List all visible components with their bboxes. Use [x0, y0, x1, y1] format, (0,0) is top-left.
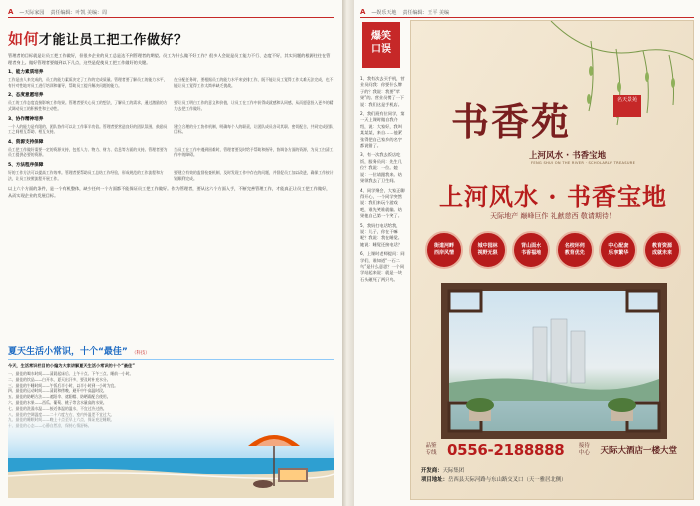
summer-title-text: 夏天生活小常识，十个“最佳” [8, 347, 128, 357]
page-header-left [8, 6, 334, 18]
joke-paragraph: 4、同学聚会，大家正聊得开心，一个同学突然说：我们来玩个游戏吧，谁先笑谁就输。结果他自己第一个笑了。 [360, 187, 405, 219]
page-number: A [360, 8, 366, 16]
section-body [8, 100, 334, 112]
page-header-right [360, 6, 694, 18]
section-paragraph: 员工把工作做好需要一定的资源支持，包括人力、物力、财力、信息等方面的支持。管理者要为员工提供必要的资源。 [8, 146, 168, 158]
seal-line1: 城中园林 [477, 243, 498, 249]
joke-paragraph: 3、有一次我去饭店吃饭，服务员问：先生几位？我说：一位。她说：一位请跟我来。结果领我去了卫生间。 [360, 152, 402, 184]
ad-seal [599, 231, 637, 269]
article-headline [8, 28, 334, 49]
real-estate-ad [410, 20, 694, 500]
section-paragraph: 建立合理的分工协作机制，明确每个人的职责，让团队成员各司其职、密切配合，共同完成团队目标。 [174, 123, 334, 135]
ad-seal [469, 231, 507, 269]
site-label-line2: 中心 [578, 450, 590, 456]
section-paragraph: 在分配任务时，要根据员工的能力水平来安排工作，既不能让员工觉得工作太难无法完成，也不能让员工觉得工作太简单缺乏挑战。 [174, 77, 334, 88]
seal-line2: 书香福地 [521, 250, 542, 256]
right-page [354, 0, 700, 506]
joke-text [360, 76, 406, 283]
ad-meta [421, 467, 567, 485]
beach-photo [8, 406, 334, 498]
joke-badge-line1: 爆笑 [371, 31, 391, 42]
contact-row [421, 441, 677, 459]
page-fold [342, 0, 354, 506]
ad-tagline: 天际地产 巅峰巨作 礼献慈西 敬请期待！ [490, 212, 616, 220]
section-body [8, 147, 334, 159]
seal-line2: 视野无限 [477, 250, 498, 256]
summer-list-item: 五、最佳的防晒方法——遮阳伞、遮阳帽、防晒霜配合使用。 [8, 394, 111, 400]
ad-main-slogan: 上河风水 · 书香宝地 [438, 182, 668, 211]
summer-intro: 今天，生活常识栏目的小编为大家讲解夏天生活小常识的十个“最佳” [8, 363, 135, 368]
section-title: 5、方法程序保障 [8, 162, 44, 168]
seal-line1: 名校环伺 [564, 243, 585, 249]
joke-paragraph: 1、我有次去买手机，营业员问我：你要什么牌子的？我说：我要“苹果”的。营业员愣了一下说：我们这是手机店。 [360, 76, 405, 107]
joke-badge [362, 22, 400, 68]
section-title: 4、资源支持保障 [8, 139, 44, 145]
seal-line2: 教育优先 [564, 250, 585, 256]
developer-name: 天际集团 [442, 468, 465, 474]
section-name: —天际家园 [19, 10, 45, 16]
section-paragraph: 工作是由人来完成的，员工的能力素质决定了工作的完成质量。管理者要了解员工的能力水平，有针对性地对员工进行培训和辅导，帮助员工提升解决问题的能力。 [8, 77, 168, 88]
ad-seals [425, 231, 681, 269]
editor-credit: 责任编辑：叶凯 美编：周 [50, 10, 108, 16]
section-body [8, 124, 334, 136]
summer-list-item: 四、最佳的运动时间——清晨和傍晚，避开中午高温时段。 [8, 388, 107, 394]
ad-seal [425, 231, 463, 269]
section-body [8, 77, 334, 89]
seal-line1: 街道河畔 [433, 243, 454, 249]
summer-list-item: 三、最佳的午睡时间——午饭后半小时，以半小时到一小时为宜。 [8, 382, 119, 388]
phone-label [421, 443, 441, 457]
phone-label-line2: 专线 [425, 450, 437, 456]
beach-illustration [8, 406, 334, 498]
section-paragraph: 当员工在工作中遇到困难时，管理者要及时给予帮助和指导，协调各方面的资源，为员工扫清工作中的障碍。 [174, 146, 334, 158]
summer-list-item: 六、最佳的水果——西瓜、葡萄、桃子等含水量高的水果。 [8, 399, 107, 405]
site-label [574, 443, 594, 457]
section-paragraph: 一个人的能力是有限的，团队协作可以让工作事半功倍。管理者要营造良好的团队氛围，鼓励员工之间相互帮助、相互支持。 [8, 123, 168, 135]
phone-label-line1: 品鉴 [425, 443, 437, 449]
seal-line1: 教育资源 [651, 243, 672, 249]
developer-line [421, 467, 567, 476]
summer-tag: （科技） [131, 351, 150, 356]
ad-subtitle: 上河风水 · 书香宝地 [529, 151, 607, 161]
seal-line2: 乐享繁华 [608, 250, 629, 256]
joke-paragraph: 6、上课时老师提问：同学们，谁知道“一石二鸟”是什么意思？一个同学站起来说：就是一块石头砸死了两只鸟。 [360, 251, 405, 282]
site-label-line1: 接待 [578, 443, 590, 449]
editor-credit: 责任编辑：王平 美编 [402, 10, 450, 16]
page-number: A [8, 8, 14, 16]
window-scene [441, 283, 667, 439]
ad-badge: 名天景苑 [613, 95, 641, 117]
joke-badge-line2: 口误 [371, 44, 391, 55]
seal-line1: 中心配套 [608, 243, 629, 249]
developer-label: 开发商： [421, 468, 443, 474]
ad-seal [512, 231, 550, 269]
section-title: 3、协作精神培养 [8, 116, 44, 122]
ad-subtitle-en: FENG SHUI ON THE RIVER · SCHOLARLY TREASURE [531, 161, 636, 165]
project-label: 项目地址： [421, 477, 448, 483]
beach-chair-icon [278, 468, 308, 482]
ad-contact [411, 441, 694, 500]
project-line [421, 476, 567, 485]
section-paragraph: 好的工作方法可以提高工作效率。管理者要帮助员工总结工作经验，形成规范的工作流程和方法，让员工按照流程开展工作。 [8, 169, 164, 181]
phone-number: 0556-2188888 [447, 441, 565, 459]
joke-column [360, 22, 406, 500]
seal-line2: 西岸风情 [433, 250, 454, 256]
article-summary: 以上六个方面的条件，是一个有机整体，缺少任何一个方面都不能保证员工把工作做好。作为管理者，要从这六个方面入手，不断完善管理工作，才能真正让员工把工作做好，从而实现企业的发展目标。 [8, 186, 331, 198]
seal-line2: 成就未来 [651, 250, 672, 256]
left-page [0, 0, 342, 506]
joke-paragraph: 2、我们班有位同学，第一天上课时做自我介绍，说：大家好，我叫某某某，来自……他紧张得把自己家乡的名字都说错了。 [360, 111, 405, 149]
section-paragraph: 要让员工明白工作的意义和价值，让员工在工作中获得成就感和认同感，从而愿意投入更多的精力去把工作做好。 [174, 100, 334, 111]
ad-seal [643, 231, 681, 269]
joke-paragraph: 5、我妈打电话给我，说：儿子，你在干嘛呢？我说：我在睡觉。她说：睡觉还接电话？ [360, 222, 402, 247]
hat-icon [253, 480, 273, 488]
section-title: 1、能力素质培养 [8, 70, 44, 76]
section-title: 2、态度意愿培养 [8, 93, 44, 99]
headline-prefix: 如何 [8, 30, 40, 48]
headline-rest: 才能让员工把工作做好？ [39, 33, 188, 48]
ad-brand: 书香苑 [451, 99, 572, 144]
summer-list-item: 二、最佳的饮品——白开水，夏天出汗多，要及时补充水分。 [8, 376, 111, 382]
section-paragraph: 员工的工作态度直接影响工作结果。管理者要关心员工的想法，了解员工的需求，通过激励的方式调动员工的积极性和主动性。 [8, 100, 168, 111]
ad-seal [556, 231, 594, 269]
summer-list-item: 一、最佳的喝水时间——清晨起床后、上午十点、下午三点、睡前一小时。 [8, 371, 134, 376]
article-sections [8, 69, 334, 182]
project-address: 岳西县天际河路与东山路交叉口（天一雅居北侧） [447, 477, 567, 483]
section-name: —娱乐天地 [371, 10, 397, 16]
seal-line1: 背山面水 [521, 243, 542, 249]
section-body [8, 170, 334, 182]
article-lead: 管理者的目标就是让员工把工作做好，但很多企业的员工总是达不到管理者的期望。员工为什么做不好工作？很多人会说是员工能力不行、态度不好，其实问题的根源往往在管理者身上。做好管理者要做到以下几点，这些是促使员工把工作做好的关键。 [8, 53, 331, 65]
section-paragraph: 要建立有效的监督检查机制，及时发现工作中存在的问题，并督促员工加以改进，确保工作按计划顺利完成。 [174, 169, 334, 181]
summer-title [8, 344, 334, 360]
reception-site: 天际大酒店一楼大堂 [600, 446, 677, 456]
